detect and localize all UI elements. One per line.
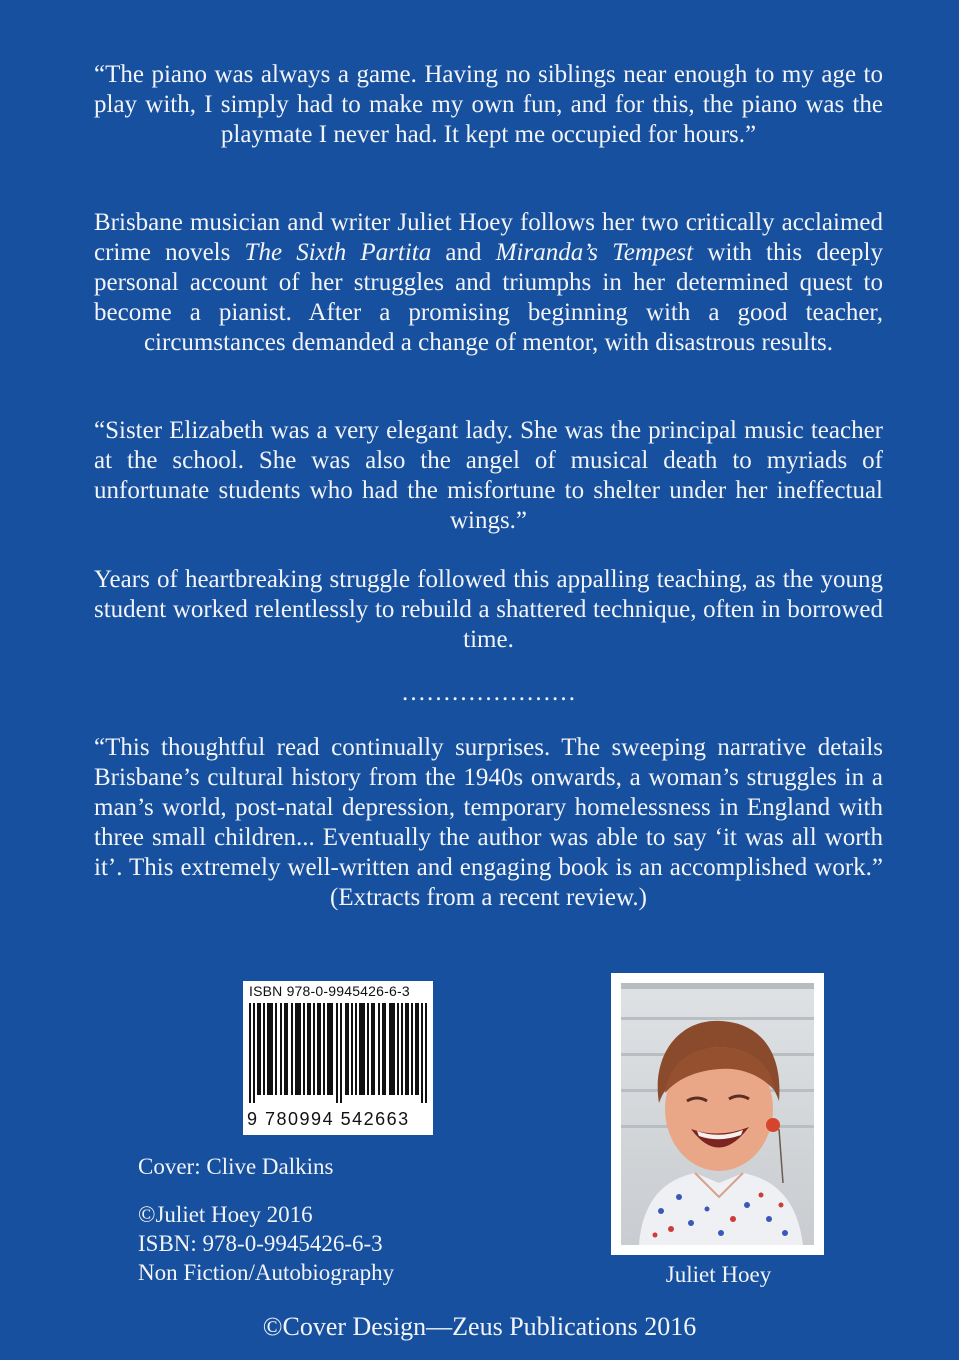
- section-separator: …………………: [401, 679, 576, 706]
- description-conjunction: and: [431, 239, 496, 266]
- cover-credit: Cover: Clive Dalkins: [138, 1154, 334, 1179]
- description-intro: Brisbane musician and writer Juliet Hoey follows her two critically acclaimed crime novels: [94, 209, 883, 266]
- opening-quote: “The piano was always a game. Having no siblings near enough to my age to play with, I simply had to make my own fun, and for this, the piano was the playmate I never had. It kept me occupied for hours.”: [94, 61, 883, 148]
- cover-design-credit: ©Cover Design—Zeus Publications 2016: [262, 1312, 697, 1341]
- copyright-line: ©Juliet Hoey 2016: [138, 1202, 313, 1227]
- isbn-line: ISBN: 978-0-9945426-6-3: [138, 1231, 383, 1256]
- struggle-paragraph: Years of heartbreaking struggle followed this appalling teaching, as the young student worked relentlessly to rebuild a shattered technique, often in borrowed time.: [94, 566, 883, 653]
- book-description: [94, 208, 883, 358]
- description-body: with this deeply personal account of her struggles and triumphs in her determined quest to become a pianist. After a promising beginning with a good teacher, circumstances demanded a change of mentor, with disastrous results.: [94, 239, 883, 356]
- novel-title-1: The Sixth Partita: [244, 239, 432, 266]
- author-portrait-image: [621, 983, 814, 1245]
- review-quote: “This thoughtful read continually surprises. The sweeping narrative details Brisbane’s cultural history from the 1940s onwards, a woman’s struggles in a man’s world, post-natal depression, temporary homelessness in England with three small children... Eventually the author was able to say ‘it was all worth it’. This extremely well-written and engaging book is an accomplished work.” (Extracts from a recent review.): [94, 734, 883, 911]
- novel-title-2: Miranda’s Tempest: [495, 239, 694, 266]
- barcode-isbn-label: ISBN 978-0-9945426-6-3: [249, 983, 410, 999]
- isbn-barcode: [243, 981, 433, 1135]
- teacher-quote: “Sister Elizabeth was a very elegant lady. She was the principal music teacher at the school. She was also the angel of musical death to myriads of unfortunate students who had the misfortune to shelter under her ineffectual wings.”: [94, 417, 883, 534]
- author-photo: [611, 973, 824, 1255]
- photo-caption: Juliet Hoey: [665, 1262, 772, 1287]
- barcode-digits: 9 780994 542663: [247, 1109, 410, 1129]
- category-line: Non Fiction/Autobiography: [138, 1260, 395, 1285]
- barcode-bars: [249, 1003, 427, 1103]
